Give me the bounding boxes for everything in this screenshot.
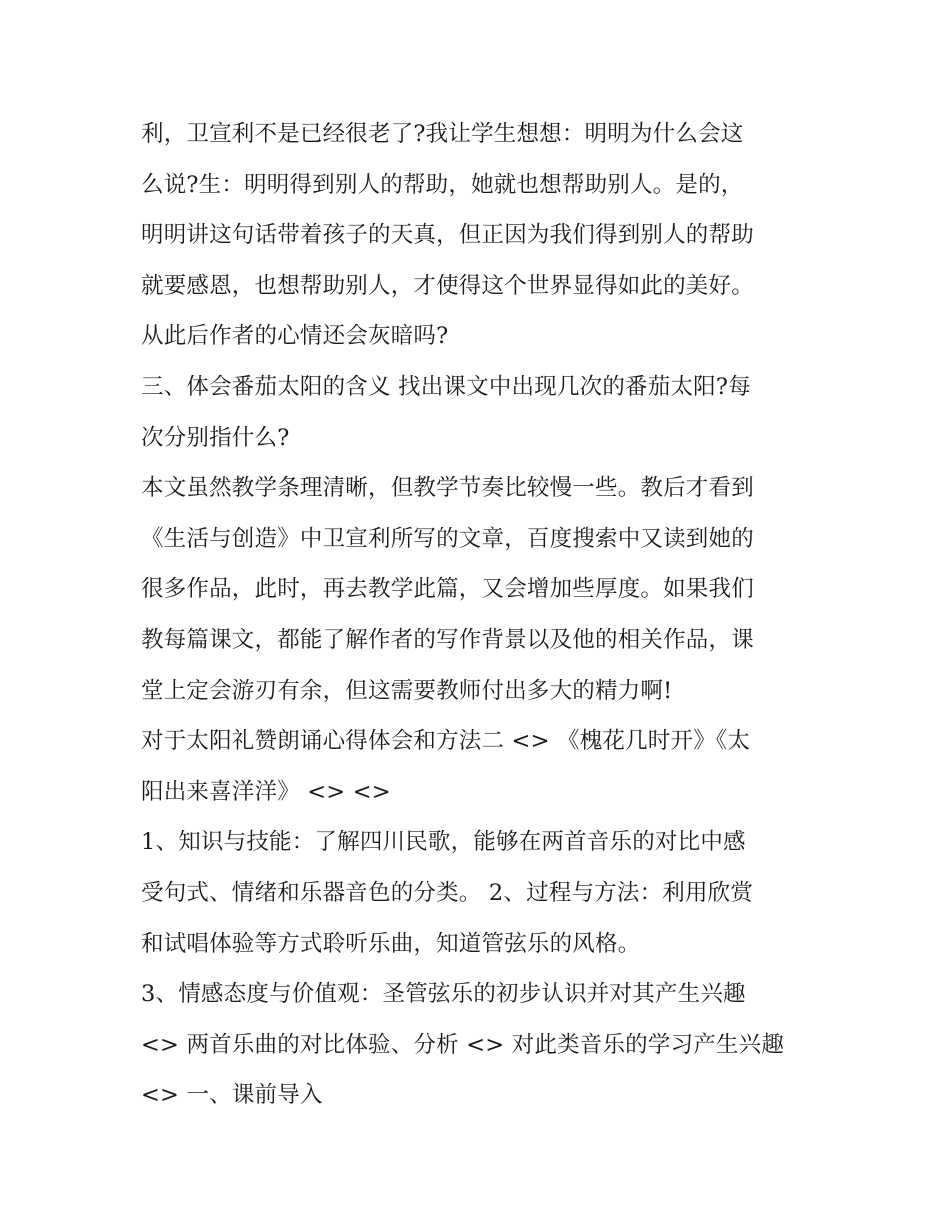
text-line: 利，卫宣利不是已经很老了?我让学生想想：明明为什么会这 [141,121,744,147]
document-body [141,109,821,1121]
section-heading-line: 三、体会番茄太阳的含义 找出课文中出现几次的番茄太阳?每 [141,373,751,400]
text-line: 本文虽然教学条理清晰，但教学节奏比较慢一些。教后才看到 [141,475,754,502]
text-line: 明明讲这句话带着孩子的天真，但正因为我们得到别人的帮助 [141,222,754,249]
text-line: <> 一、课前导入 [141,1082,323,1109]
text-line: 教每篇课文，都能了解作者的写作背景以及他的相关作品，课 [141,626,754,653]
article-title-line: 阳出来喜洋洋》 <> <> [141,778,391,805]
objective-line: 1、知识与技能：了解四川民歌，能够在两首音乐的对比中感 [141,829,746,856]
text-line: 么说?生：明明得到别人的帮助，她就也想帮助别人。是的， [141,171,744,198]
text-line: 《生活与创造》中卫宣利所写的文章，百度搜索中又读到她的 [141,525,754,552]
text-line: 很多作品，此时，再去教学此篇，又会增加些厚度。如果我们 [141,576,754,603]
text-line: 就要感恩，也想帮助别人，才使得这个世界显得如此的美好。 [141,272,754,299]
text-line: 次分别指什么? [141,424,290,451]
objective-line: 和试唱体验等方式聆听乐曲，知道管弦乐的风格。 [141,930,641,957]
objective-line: 3、情感态度与价值观：圣管弦乐的初步认识并对其产生兴趣 [141,981,746,1008]
text-line: <> 两首乐曲的对比体验、分析 <> 对此类音乐的学习产生兴趣 [141,1031,785,1058]
article-title-line: 对于太阳礼赞朗诵心得体会和方法二 <> 《槐花几时开》《太 [141,728,751,755]
objective-line: 受句式、情绪和乐器音色的分类。 2、过程与方法：利用欣赏 [141,879,754,906]
text-line: 堂上定会游刃有余，但这需要教师付出多大的精力啊! [141,677,673,704]
text-line: 从此后作者的心情还会灰暗吗? [141,323,449,350]
